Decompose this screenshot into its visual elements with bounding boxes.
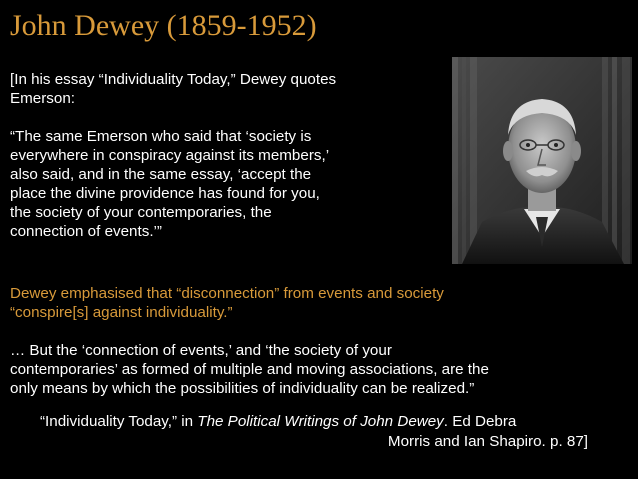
citation-suffix: . Ed Debra bbox=[443, 413, 517, 430]
analysis-line: “conspire[s] against individuality.” bbox=[10, 304, 233, 321]
citation-prefix: “Individuality Today,” in bbox=[40, 413, 198, 430]
analysis-block bbox=[10, 284, 610, 398]
quote-line: connection of events.’” bbox=[10, 223, 162, 240]
portrait-photo-icon bbox=[452, 57, 632, 264]
emerson-quote-block bbox=[10, 70, 410, 241]
quote-intro-line: [In his essay “Individuality Today,” Dewey quotes bbox=[10, 71, 337, 88]
quote-line: also said, and in the same essay, ‘accept the bbox=[10, 166, 312, 183]
citation-line: Morris and Ian Shapiro. p. 87] bbox=[387, 433, 588, 450]
quote-line: place the divine providence has found for you, bbox=[10, 185, 320, 202]
quote-continuation-line: only means by which the possibilities of individuality can be realized.” bbox=[10, 380, 475, 397]
quote-line: the society of your contemporaries, the bbox=[10, 204, 272, 221]
quote-line: everywhere in conspiracy against its members,’ bbox=[10, 147, 330, 164]
quote-line: “The same Emerson who said that ‘society is bbox=[10, 128, 312, 145]
dewey-portrait bbox=[452, 57, 632, 264]
citation bbox=[40, 412, 588, 452]
slide-title: John Dewey (1859-1952) bbox=[10, 9, 317, 42]
analysis-line: Dewey emphasised that “disconnection” from events and society bbox=[10, 285, 444, 302]
citation-line bbox=[40, 412, 588, 432]
quote-continuation-line: … But the ‘connection of events,’ and ‘the society of your bbox=[10, 342, 392, 359]
citation-book-title: The Political Writings of John Dewey bbox=[197, 413, 444, 430]
quote-continuation-line: contemporaries’ as formed of multiple and moving associations, are the bbox=[10, 361, 489, 378]
quote-intro-line: Emerson: bbox=[10, 90, 75, 107]
